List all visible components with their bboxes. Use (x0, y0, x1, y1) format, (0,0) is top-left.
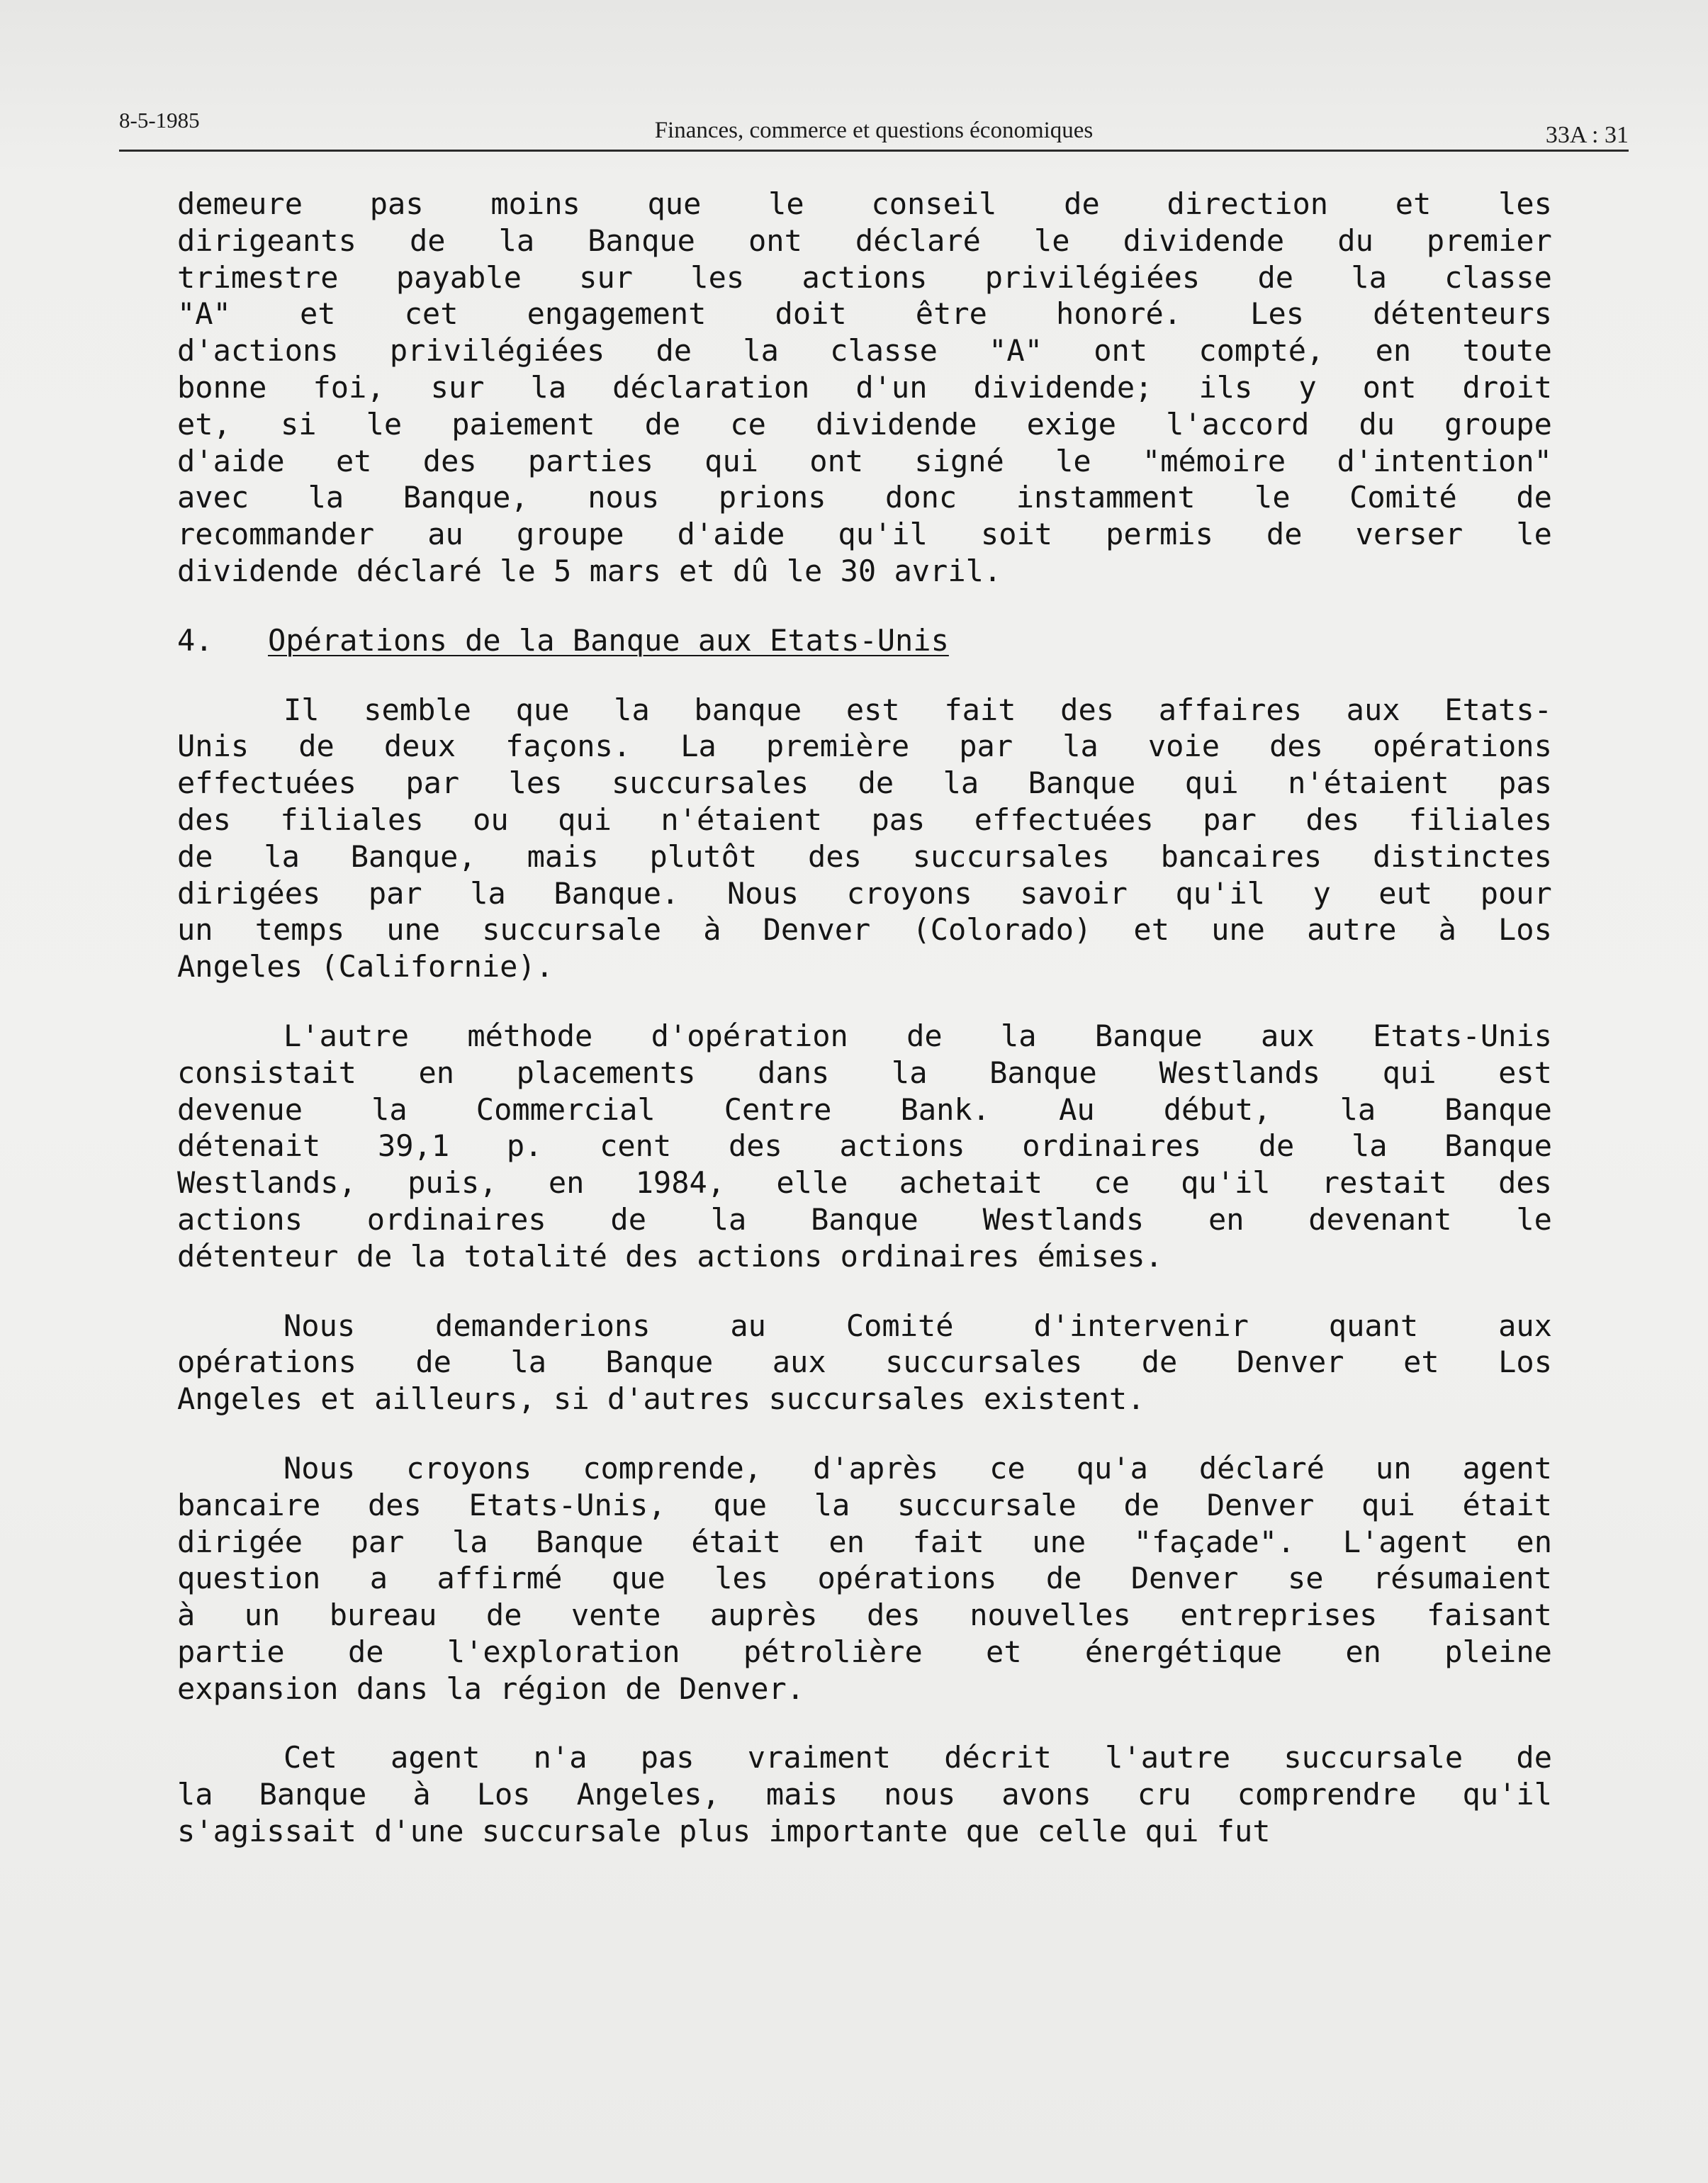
text-line: Angeles et ailleurs, si d'autres succursales existent. (177, 1381, 1145, 1417)
paragraph (177, 1018, 1552, 1275)
paragraph (177, 1739, 1552, 1849)
paragraph-gap (177, 1275, 1552, 1308)
document-body (177, 186, 1552, 1850)
text-line: question a affirmé que les opérations de Denver se résumaient (177, 1561, 1552, 1596)
text-line: Unis de deux façons. La première par la voie des opérations (177, 729, 1552, 764)
text-line: "A" et cet engagement doit être honoré. Les détenteurs (177, 296, 1552, 332)
text-line: de la Banque, mais plutôt des succursales bancaires distinctes (177, 838, 1552, 874)
text-line: Angeles (Californie). (177, 949, 554, 984)
text-line: actions ordinaires de la Banque Westlands en devenant le (177, 1201, 1552, 1237)
text-line: expansion dans la région de Denver. (177, 1671, 805, 1706)
text-line: demeure pas moins que le conseil de direction et les (177, 186, 1552, 221)
text-line: Cet agent n'a pas vraiment décrit l'autre succursale de (283, 1740, 1552, 1775)
paragraph-gap (177, 659, 1552, 692)
text-line: Westlands, puis, en 1984, elle achetait ce qu'il restait des (177, 1165, 1552, 1201)
text-line: des filiales ou qui n'étaient pas effectuées par des filiales (177, 802, 1552, 837)
text-line: avec la Banque, nous prions donc instamment le Comité de (177, 480, 1552, 515)
text-line: dirigeants de la Banque ont déclaré le dividende du premier (177, 223, 1552, 258)
paragraph (177, 186, 1552, 590)
text-line: la Banque à Los Angeles, mais nous avons cru comprendre qu'il (177, 1777, 1552, 1812)
text-line: partie de l'exploration pétrolière et énergétique en pleine (177, 1634, 1552, 1669)
text-line: bonne foi, sur la déclaration d'un dividende; ils y ont droit (177, 369, 1552, 405)
text-line: à un bureau de vente auprès des nouvelles entreprises faisant (177, 1598, 1552, 1633)
text-line: d'aide et des parties qui ont signé le "mémoire d'intention" (177, 443, 1552, 478)
paragraph-gap (177, 985, 1552, 1018)
page-header (119, 108, 1629, 147)
text-line: détenait 39,1 p. cent des actions ordinaires de la Banque (177, 1128, 1552, 1164)
text-line: consistait en placements dans la Banque Westlands qui est (177, 1055, 1552, 1090)
header-date: 8-5-1985 (119, 108, 200, 133)
section-heading (177, 622, 1552, 659)
paragraph-gap (177, 1707, 1552, 1739)
text-line: effectuées par les succursales de la Banque qui n'étaient pas (177, 765, 1552, 801)
text-line: L'autre méthode d'opération de la Banque aux Etats-Unis (283, 1018, 1552, 1053)
section-number: 4. (177, 622, 213, 658)
text-line: d'actions privilégiées de la classe "A" ont compté, en toute (177, 333, 1552, 369)
header-rule (119, 150, 1629, 152)
text-line: un temps une succursale à Denver (Colorado) et une autre à Los (177, 912, 1552, 948)
text-line: s'agissait d'une succursale plus importante que celle qui fut (177, 1814, 1271, 1849)
header-title: Finances, commerce et questions économiques (654, 118, 1094, 143)
text-line: devenue la Commercial Centre Bank. Au début, la Banque (177, 1092, 1552, 1127)
header-page-number: 33A : 31 (1545, 122, 1629, 148)
paragraph-gap (177, 1418, 1552, 1450)
text-line: trimestre payable sur les actions privilégiées de la classe (177, 259, 1552, 295)
paragraph-gap (177, 590, 1552, 622)
text-line: Nous demanderions au Comité d'intervenir quant aux (283, 1308, 1552, 1343)
paragraph (177, 1450, 1552, 1707)
text-line: opérations de la Banque aux succursales de Denver et Los (177, 1345, 1552, 1380)
paragraph (177, 1308, 1552, 1418)
section-title: Opérations de la Banque aux Etats-Unis (268, 622, 949, 658)
text-line: et, si le paiement de ce dividende exige l'accord du groupe (177, 406, 1552, 442)
text-line: bancaire des Etats-Unis, que la succursale de Denver qui était (177, 1487, 1552, 1522)
text-line: Nous croyons comprende, d'après ce qu'a déclaré un agent (283, 1450, 1552, 1486)
text-line: recommander au groupe d'aide qu'il soit permis de verser le (177, 517, 1552, 552)
text-line: dirigée par la Banque était en fait une "façade". L'agent en (177, 1524, 1552, 1559)
text-line: dividende déclaré le 5 mars et dû le 30 avril. (177, 553, 1002, 588)
paragraph (177, 692, 1552, 985)
text-line: dirigées par la Banque. Nous croyons savoir qu'il y eut pour (177, 875, 1552, 911)
text-line: Il semble que la banque est fait des affaires aux Etats- (283, 692, 1552, 727)
text-line: détenteur de la totalité des actions ordinaires émises. (177, 1238, 1163, 1274)
